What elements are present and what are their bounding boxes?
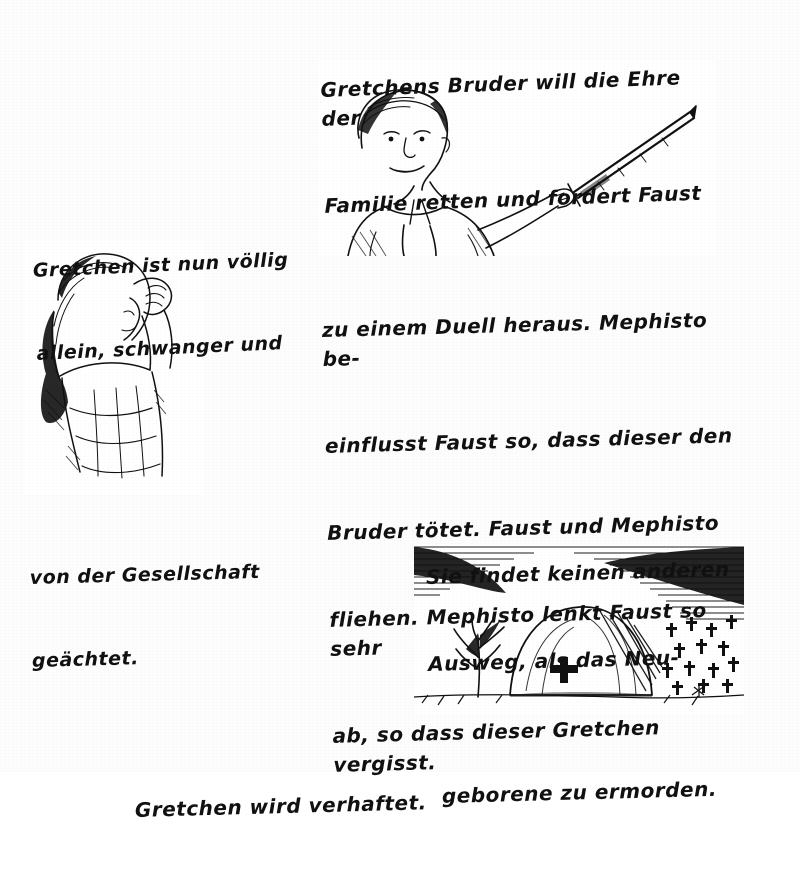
caption-murder xyxy=(440,716,754,869)
caption-line: allein, schwanger und xyxy=(36,331,284,365)
caption-society xyxy=(28,503,304,730)
caption-line: Gretchen ist nun völlig xyxy=(32,248,289,283)
caption-line: Familie retten und fordert Faust xyxy=(324,180,702,218)
caption-line: geborene zu ermorden. xyxy=(441,776,718,808)
caption-line: Bruder tötet. Faust und Mephisto xyxy=(326,510,720,545)
caption-arrested xyxy=(133,730,457,883)
caption-line: zu einem Duell heraus. Mephisto be- xyxy=(321,307,715,371)
caption-line: geächtet. xyxy=(31,646,140,672)
caption-line: von der Gesellschaft xyxy=(29,561,261,590)
caption-line: ab, so dass dieser Gretchen vergisst. xyxy=(332,715,668,777)
caption-gretchen-pregnant xyxy=(30,191,319,423)
caption-line: fliehen. Mephisto lenkt Faust so sehr xyxy=(329,597,715,661)
caption-line: Gretchen wird verhaftet. xyxy=(134,790,428,822)
caption-line: Gretchens Bruder will die Ehre der xyxy=(320,65,689,131)
caption-line: Sie findet keinen anderen xyxy=(425,557,730,589)
caption-no-way-out xyxy=(424,497,740,737)
caption-line: Ausweg, als das Neu- xyxy=(427,645,680,676)
caption-brother xyxy=(318,4,727,279)
caption-line: einflusst Faust so, dass dieser den xyxy=(324,423,733,458)
